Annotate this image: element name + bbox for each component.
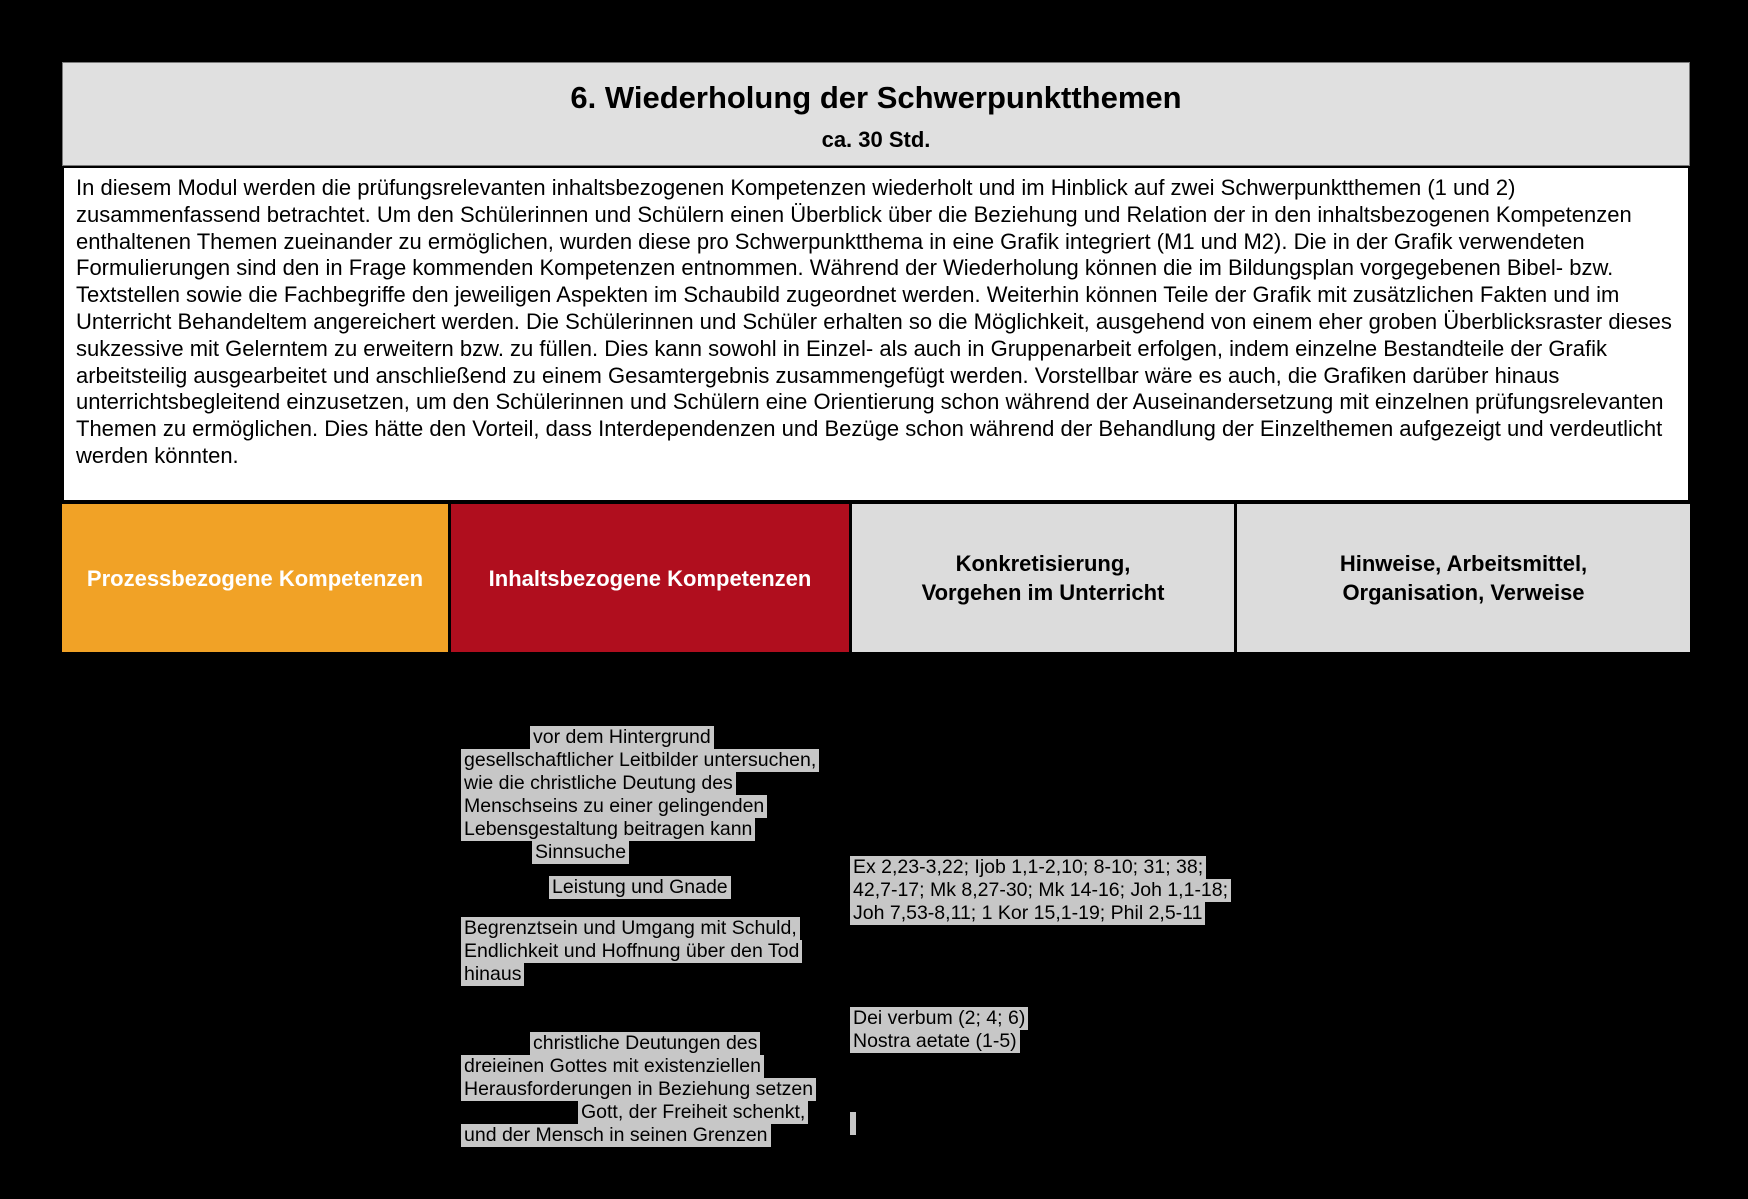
highlighted-text-line: Menschseins zu einer gelingenden <box>461 795 767 818</box>
module-description-box <box>62 166 1690 502</box>
highlighted-text-line: gesellschaftlicher Leitbilder untersuchen, <box>461 749 819 772</box>
highlighted-text-line: hinaus <box>461 963 524 986</box>
highlighted-text-line: christliche Deutungen des <box>530 1032 760 1055</box>
highlighted-text-line: Dei verbum (2; 4; 6) <box>850 1007 1028 1030</box>
module-hours: ca. 30 Std. <box>821 127 931 152</box>
highlighted-text-line: Endlichkeit und Hoffnung über den Tod <box>461 940 802 963</box>
highlighted-text-line: Herausforderungen in Beziehung setzen <box>461 1078 816 1101</box>
highlighted-text-line: Ex 2,23-3,22; Ijob 1,1-2,10; 8-10; 31; 38; <box>850 856 1206 879</box>
highlighted-text-line: und der Mensch in seinen Grenzen <box>461 1124 771 1147</box>
column-header-label: Hinweise, Arbeitsmittel, Organisation, Verweise <box>1339 551 1588 605</box>
highlighted-text-line: vor dem Hintergrund <box>530 726 714 749</box>
highlighted-text-line: Sinnsuche <box>532 841 629 864</box>
column-header-konkretisierung <box>852 504 1234 652</box>
module-title-band <box>62 62 1690 166</box>
page-title: 6. Wiederholung der Schwerpunktthemen <box>570 80 1182 115</box>
highlighted-text-line: Begrenztsein und Umgang mit Schuld, <box>461 917 800 940</box>
column-header-label: Inhaltsbezogene Kompetenzen <box>488 565 812 591</box>
column-header-inhaltsbezogene-kompetenzen <box>451 504 849 652</box>
highlighted-text-line: wie die christliche Deutung des <box>461 772 736 795</box>
highlighted-text-line: 42,7-17; Mk 8,27-30; Mk 14-16; Joh 1,1-18; <box>850 879 1231 902</box>
highlighted-text-line: Nostra aetate (1-5) <box>850 1030 1020 1053</box>
highlighted-text-line: Gott, der Freiheit schenkt, <box>578 1101 808 1124</box>
highlighted-text-line: Joh 7,53-8,11; 1 Kor 15,1-19; Phil 2,5-11 <box>850 902 1205 925</box>
column-header-hinweise <box>1237 504 1690 652</box>
column-header-label: Konkretisierung, Vorgehen im Unterricht <box>921 551 1165 605</box>
highlighted-text-line: Lebensgestaltung beitragen kann <box>461 818 755 841</box>
highlighted-text-line: dreieinen Gottes mit existenziellen <box>461 1055 764 1078</box>
column-header-prozessbezogene-kompetenzen <box>62 504 448 652</box>
column-header-label: Prozessbezogene Kompetenzen <box>86 565 424 591</box>
module-description-text: In diesem Modul werden die prüfungsrelevanten inhaltsbezogenen Kompetenzen wiederholt und im Hinblick auf zwei Schwerpunktthemen (1 und 2) zusammenfassend betrachtet. Um den Schülerinnen und Schülern einen Überblick über die Beziehung und Relation der in den inhaltsbezogenen Kompetenzen enthaltenen Themen zueinander zu ermöglichen, wurden diese pro Schwerpunktthema in eine Grafik integriert (M1 und M2). Die in der Grafik verwendeten Formulierungen sind den in Frage kommenden Kompetenzen entnommen. Während der Wiederholung können die im Bildungsplan vorgegebenen Bibel- bzw. Textstellen sowie die Fachbegriffe den jeweiligen Aspekten im Schaubild zugeordnet werden. Weiterhin können Teile der Grafik mit zusätzlichen Fakten und im Unterricht Behandeltem angereichert werden. Die Schülerinnen und Schüler erhalten so die Möglichkeit, ausgehend von einem eher groben Überblicksraster dieses sukzessive mit Gelerntem zu erweitern bzw. zu füllen. Dies kann sowohl in Einzel- als auch in Gruppenarbeit erfolgen, indem einzelne Bestandteile der Grafik arbeitsteilig ausgearbeitet und anschließend zu einem Gesamtergebnis zusammengefügt werden. Vorstellbar wäre es auch, die Grafiken darüber hinaus unterrichtsbegleitend einzusetzen, um den Schülerinnen und Schülern eine Orientierung schon während der Auseinandersetzung mit einzelnen prüfungsrelevanten Themen zu ermöglichen. Dies hätte den Vorteil, dass Interdependenzen und Bezüge schon während der Behandlung der Einzelthemen aufgezeigt und verdeutlicht werden könnten. <box>76 175 1672 468</box>
highlighted-text-line <box>850 1112 856 1135</box>
highlighted-text-line: Leistung und Gnade <box>549 876 731 899</box>
